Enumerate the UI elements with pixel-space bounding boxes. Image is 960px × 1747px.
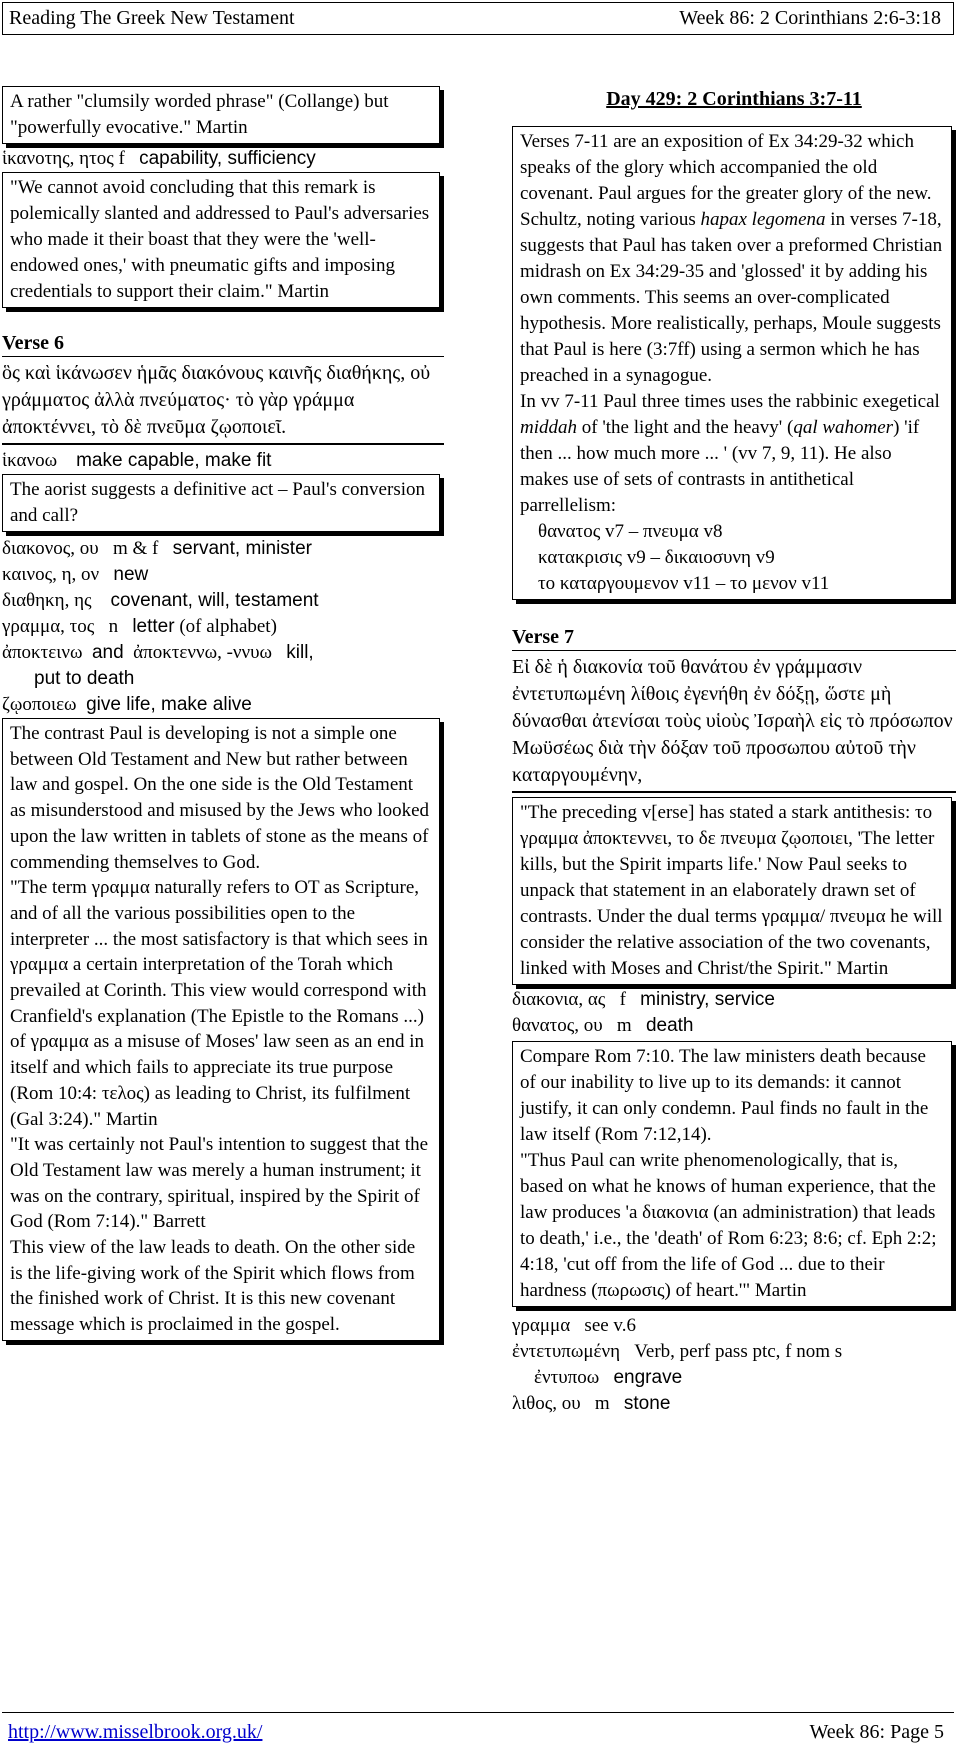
vocab-greek: ζῳοποιεω (2, 694, 77, 715)
intro-box (512, 126, 952, 600)
vocab-entry (512, 1365, 956, 1391)
vocab-greek: διακονος, ου (2, 538, 99, 559)
vocab-gender: f (619, 989, 626, 1010)
vocab-entry (512, 1391, 956, 1417)
vocab-entry (512, 1339, 956, 1365)
vocab-greek: ἀποκτεννω, -ννυω (133, 642, 273, 663)
page-number: Week 86: Page 5 (809, 1721, 944, 1743)
vocab-entry (2, 562, 444, 588)
vocab-gender: m & f (112, 538, 159, 559)
vocab-greek: γραμμα, τος (2, 616, 95, 637)
site-link[interactable]: http://www.misselbrook.org.uk/ (8, 1721, 263, 1743)
commentary-box (2, 718, 440, 1341)
vocab-entry (2, 614, 444, 640)
intro-paragraph: In vv 7-11 Paul three times uses the rabbinic exegetical middah of 'the light and the heavy' (qal wahomer) 'if then ... how much more ... ' (vv 7, 9, 11). He also makes use of sets of contrasts in antithetical parrellelism: (520, 391, 940, 516)
vocab-entry (512, 1313, 956, 1339)
vocab-gloss: death (645, 1015, 694, 1036)
vocab-greek: λιθος, ου (512, 1393, 581, 1414)
vocab-entry (2, 146, 444, 172)
note-box (2, 86, 440, 144)
vocab-gloss: new (113, 564, 149, 585)
vocab-gloss: letter (132, 616, 175, 637)
note-text: "The preceding v[erse] has stated a stark antithesis: το γραμμα ἀποκτεννει, το δε πνευμα ζῳοποιει, 'The letter kills, but the Spirit imparts life.' Now Paul seeks to unpack that statement in an elaborately drawn set of contrasts. Under the dual terms γραμμα/ πνευμα he will consider the relative association of the two covenants, linked with Moses and Christ/the Spirit." Martin (520, 802, 943, 979)
commentary-paragraph: This view of the law leads to death. On the other side is the life-giving work of the Spirit which flows from the finished work of Christ. It is this new covenant message which is proclaimed in the gospel. (10, 1237, 416, 1336)
vocab-gender: m (594, 1393, 610, 1414)
header-title: Reading The Greek New Testament (9, 7, 295, 29)
vocab-gloss: capability, sufficiency (139, 148, 316, 169)
commentary-box (512, 1041, 952, 1307)
commentary-paragraph: The contrast Paul is developing is not a simple one between Old Testament and New but rather between law and gospel. On the one side is the Old Testament as misunderstood and misused by the Jews who looked upon the law written in tablets of stone as the means of commending themselves to God. (10, 723, 430, 873)
vocab-greek: ἱκανοω (2, 450, 58, 471)
page-header (2, 2, 954, 35)
vocab-note: (of alphabet) (179, 616, 277, 637)
vocab-gloss: make capable, make fit (76, 450, 272, 471)
vocab-greek: ἱκανοτης, ητος f (2, 148, 125, 169)
right-column (512, 86, 956, 1417)
vocab-entry (2, 640, 444, 666)
contrast-line: κατακρισις v9 – δικαιοσυνη v9 (538, 547, 775, 568)
vocab-gloss: put to death (34, 668, 135, 689)
vocab-gloss: kill, (286, 642, 314, 663)
vocab-greek: θανατος, ου (512, 1015, 603, 1036)
vocab-gloss: servant, minister (172, 538, 312, 559)
vocab-gloss: covenant, will, testament (110, 590, 319, 611)
commentary-paragraph: Compare Rom 7:10. The law ministers death because of our inability to live up to its demands: it cannot justify, it can only condemn. Paul finds no fault in the law itself (Rom 7:12,14). (520, 1046, 929, 1145)
vocab-entry (2, 536, 444, 562)
commentary-paragraph: "The term γραμμα naturally refers to OT as Scripture, and of all the various possibilities open to the interpreter ... the most satisfactory is that which sees in γραμμα a certain interpretation of the Torah which prevailed at Corinth. This view would correspond with Cranfield's explanation (The Epistle to the Romans ...) of γραμμα as a misuse of Moses' law seen as an end in itself and which fails to appreciate its true purpose (Rom 10:4: τελος) as leading to Christ, its fulfilment (Gal 3:24)." Martin (10, 877, 428, 1130)
vocab-greek: ἀποκτεινω (2, 642, 83, 663)
verse-text: Εἰ δὲ ἡ διακονία τοῦ θανάτου ἐν γράμμασιν ἐντετυπωμένη λίθοις ἐγενήθη ἐν δόξῃ, ὥστε μὴ δύνασθαι ἀτενίσαι τοὺς υἱοὺς Ἰσραὴλ εἰς τὸ πρόσωπον Μωϋσέως διὰ τὴν δόξαν τοῦ προσωπου αὐτοῦ τὴν καταργουμένην, (512, 654, 956, 793)
note-box (512, 797, 952, 985)
vocab-note: see v.6 (584, 1315, 636, 1336)
vocab-entry (2, 588, 444, 614)
left-column (2, 86, 444, 1341)
vocab-entry (512, 1013, 956, 1039)
commentary-paragraph: "Thus Paul can write phenomenologically, that is, based on what he knows of human experience, that the law produces 'a διακονια (an administration) that leads to death,' i.e., the 'death' of Rom 6:23; 8:6; cf. Eph 2:2; 4:18, 'cut off from the life of God ... due to their hardness (πωρωσις) of heart.'" Martin (520, 1150, 937, 1301)
vocab-greek: ἐντυποω (534, 1367, 600, 1388)
vocab-gloss: engrave (613, 1367, 683, 1388)
note-text: "We cannot avoid concluding that this remark is polemically slanted and addressed to Paul's adversaries who made it their boast that they were the 'well-endowed ones,' with pneumatic gifts and imposing credentials to support their claim." Martin (10, 177, 430, 302)
intro-paragraph: Verses 7-11 are an exposition of Ex 34:29-32 which speaks of the glory which accompanied the old covenant. Paul argues for the greater glory of the new. Schultz, noting various hapax legomena in verses 7-18, suggests that Paul has taken over a preformed Christian midrash on Ex 34:29-35 and 'glossed' it by adding his own comments. This seems an over-complicated hypothesis. More realistically, perhaps, Moule suggests that Paul is here (3:7ff) using a sermon which he has preached in a synagogue. (520, 131, 943, 386)
vocab-gloss: ministry, service (640, 989, 775, 1010)
contrast-line: θανατος v7 – πνευμα v8 (538, 521, 723, 542)
note-box (2, 474, 440, 532)
vocab-entry (2, 448, 444, 474)
vocab-conj: and (91, 642, 124, 663)
vocab-greek: ἐντετυπωμένη (512, 1341, 621, 1362)
day-heading: Day 429: 2 Corinthians 3:7-11 (606, 88, 862, 110)
vocab-entry (512, 987, 956, 1013)
vocab-gloss: stone (623, 1393, 671, 1414)
vocab-entry (2, 692, 444, 718)
vocab-continuation (2, 666, 444, 692)
vocab-greek: διακονια, ας (512, 989, 606, 1010)
contrast-line: το καταργουμενον v11 – το μενον v11 (538, 573, 830, 594)
vocab-greek: διαθηκη, ης (2, 590, 92, 611)
vocab-note: Verb, perf pass ptc, f nom s (634, 1341, 843, 1362)
note-box (2, 172, 440, 308)
vocab-gender: n (108, 616, 119, 637)
note-text: A rather "clumsily worded phrase" (Collange) but "powerfully evocative." Martin (10, 91, 389, 138)
verse-heading: Verse 7 (512, 624, 956, 651)
page-footer (2, 1712, 954, 1744)
vocab-gloss: give life, make alive (86, 694, 252, 715)
vocab-gender: m (616, 1015, 632, 1036)
header-week: Week 86: 2 Corinthians 2:6-3:18 (679, 7, 941, 29)
commentary-paragraph: "It was certainly not Paul's intention to suggest that the Old Testament law was merely a human instrument; it was on the contrary, spiritual, inspired by the Spirit of God (Rom 7:14)." Barrett (10, 1134, 429, 1233)
verse-text: ὃς καὶ ἱκάνωσεν ἡμᾶς διακόνους καινῆς διαθήκης, οὐ γράμματος ἀλλὰ πνεύματος· τὸ γὰρ γράμμα ἀποκτέννει, τὸ δὲ πνεῦμα ζῳοποιεῖ. (2, 360, 444, 445)
note-text: The aorist suggests a definitive act – Paul's conversion and call? (10, 479, 425, 526)
vocab-greek: καινος, η, ον (2, 564, 100, 585)
verse-heading: Verse 6 (2, 330, 444, 357)
vocab-greek: γραμμα (512, 1315, 571, 1336)
